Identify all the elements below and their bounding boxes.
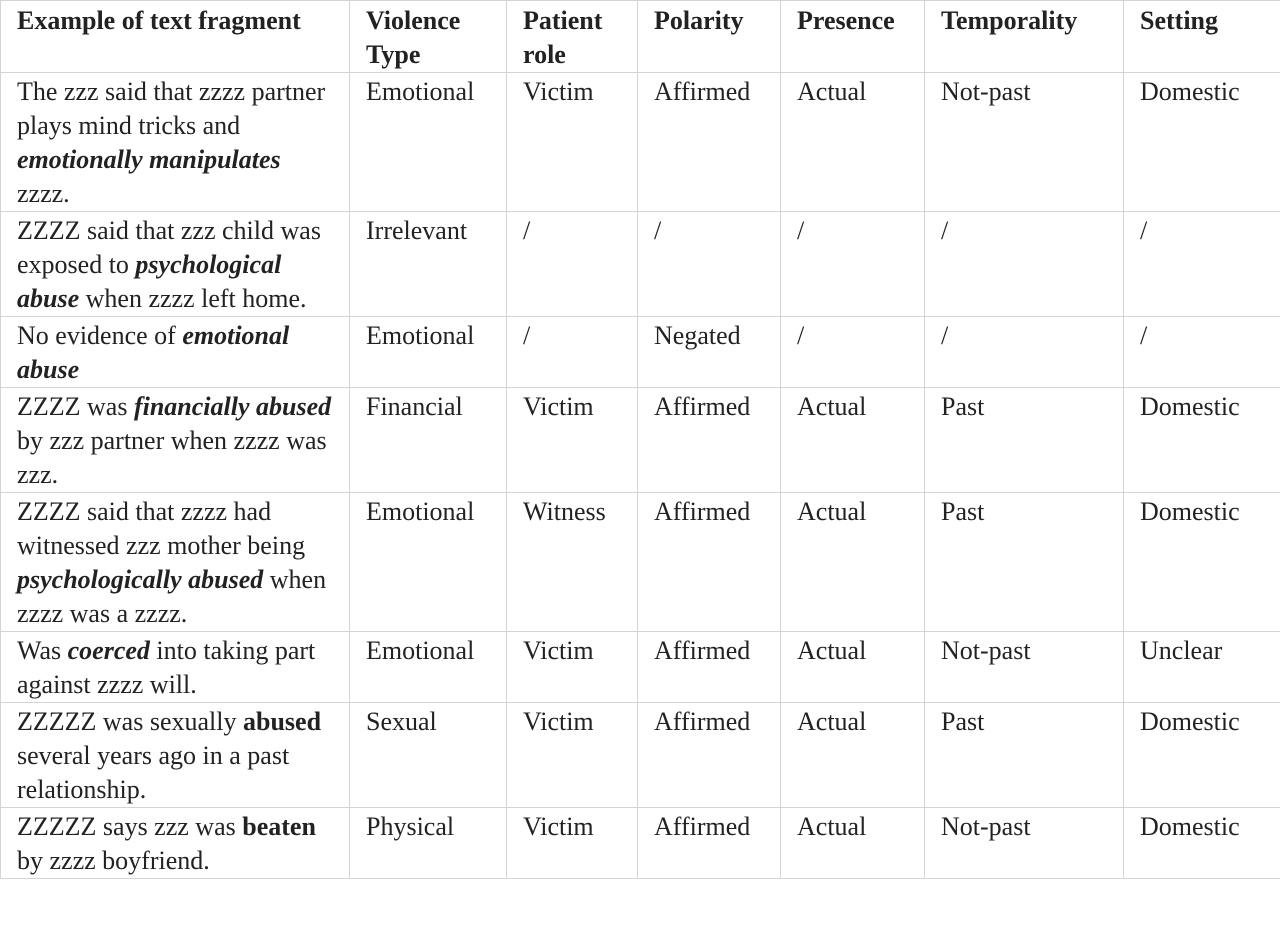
temporality-cell: / bbox=[925, 317, 1124, 388]
highlighted-term: psychological abuse bbox=[17, 250, 282, 313]
polarity-cell: Negated bbox=[638, 317, 781, 388]
text-fragment-cell bbox=[1, 388, 350, 493]
setting-cell: / bbox=[1124, 212, 1280, 317]
presence-cell: / bbox=[781, 212, 925, 317]
polarity-cell: / bbox=[638, 212, 781, 317]
header-patient-role: Patient role bbox=[507, 1, 638, 73]
violence-type-cell: Emotional bbox=[350, 493, 507, 632]
fragment-text: when zzzz was a zzzz. bbox=[17, 565, 327, 628]
table-row bbox=[1, 212, 1280, 317]
highlighted-term: coerced bbox=[67, 636, 150, 665]
highlighted-term: psychologically abused bbox=[17, 565, 264, 594]
violence-type-cell: Emotional bbox=[350, 73, 507, 212]
header-presence: Presence bbox=[781, 1, 925, 73]
presence-cell: Actual bbox=[781, 493, 925, 632]
temporality-cell: Not-past bbox=[925, 632, 1124, 703]
setting-cell: Domestic bbox=[1124, 493, 1280, 632]
violence-type-cell: Emotional bbox=[350, 317, 507, 388]
presence-cell: Actual bbox=[781, 703, 925, 808]
polarity-cell: Affirmed bbox=[638, 703, 781, 808]
fragment-text: several years ago in a past relationship. bbox=[17, 741, 290, 804]
fragment-text: Was bbox=[17, 636, 68, 665]
patient-role-cell: Victim bbox=[507, 808, 638, 879]
presence-cell: Actual bbox=[781, 388, 925, 493]
header-row bbox=[1, 1, 1280, 73]
table-row bbox=[1, 388, 1280, 493]
presence-cell: / bbox=[781, 317, 925, 388]
header-temporality: Temporality bbox=[925, 1, 1124, 73]
presence-cell: Actual bbox=[781, 632, 925, 703]
highlighted-term: emotional abuse bbox=[17, 321, 290, 384]
table-body bbox=[1, 73, 1280, 879]
violence-type-cell: Financial bbox=[350, 388, 507, 493]
fragment-text: by zzz partner when zzzz was zzz. bbox=[17, 426, 327, 489]
highlighted-term: financially abused bbox=[133, 392, 332, 421]
header-violence-type: Violence Type bbox=[350, 1, 507, 73]
fragment-text: No evidence of bbox=[17, 321, 183, 350]
polarity-cell: Affirmed bbox=[638, 388, 781, 493]
table-row bbox=[1, 703, 1280, 808]
text-fragment-cell bbox=[1, 632, 350, 703]
text-fragment-cell bbox=[1, 703, 350, 808]
violence-type-cell: Sexual bbox=[350, 703, 507, 808]
patient-role-cell: Witness bbox=[507, 493, 638, 632]
setting-cell: Domestic bbox=[1124, 388, 1280, 493]
text-fragment-cell bbox=[1, 73, 350, 212]
text-fragment-cell bbox=[1, 212, 350, 317]
temporality-cell: Not-past bbox=[925, 808, 1124, 879]
polarity-cell: Affirmed bbox=[638, 493, 781, 632]
text-fragment-cell bbox=[1, 493, 350, 632]
highlighted-term: abused bbox=[243, 707, 322, 736]
patient-role-cell: Victim bbox=[507, 703, 638, 808]
fragment-text: ZZZZZ says zzz was bbox=[17, 812, 243, 841]
header-polarity: Polarity bbox=[638, 1, 781, 73]
setting-cell: / bbox=[1124, 317, 1280, 388]
fragment-text: ZZZZ was bbox=[17, 392, 134, 421]
polarity-cell: Affirmed bbox=[638, 73, 781, 212]
violence-type-cell: Emotional bbox=[350, 632, 507, 703]
setting-cell: Domestic bbox=[1124, 808, 1280, 879]
header-setting: Setting bbox=[1124, 1, 1280, 73]
table-row bbox=[1, 808, 1280, 879]
fragment-text: into taking part against zzzz will. bbox=[17, 636, 316, 699]
temporality-cell: / bbox=[925, 212, 1124, 317]
highlighted-term: beaten bbox=[242, 812, 316, 841]
patient-role-cell: Victim bbox=[507, 73, 638, 212]
temporality-cell: Not-past bbox=[925, 73, 1124, 212]
text-fragment-cell bbox=[1, 808, 350, 879]
polarity-cell: Affirmed bbox=[638, 808, 781, 879]
table-header bbox=[1, 1, 1280, 73]
polarity-cell: Affirmed bbox=[638, 632, 781, 703]
header-text-fragment: Example of text fragment bbox=[1, 1, 350, 73]
fragment-text: when zzzz left home. bbox=[79, 284, 307, 313]
temporality-cell: Past bbox=[925, 703, 1124, 808]
fragment-text: by zzzz boyfriend. bbox=[17, 846, 210, 875]
setting-cell: Unclear bbox=[1124, 632, 1280, 703]
table-row bbox=[1, 493, 1280, 632]
fragment-text: ZZZZ said that zzzz had witnessed zzz mother being bbox=[17, 497, 306, 560]
temporality-cell: Past bbox=[925, 493, 1124, 632]
fragment-text: The zzz said that zzzz partner plays mind tricks and bbox=[17, 77, 326, 140]
setting-cell: Domestic bbox=[1124, 73, 1280, 212]
presence-cell: Actual bbox=[781, 73, 925, 212]
text-fragment-cell bbox=[1, 317, 350, 388]
setting-cell: Domestic bbox=[1124, 703, 1280, 808]
patient-role-cell: / bbox=[507, 212, 638, 317]
fragment-text: ZZZZ said that zzz child was exposed to bbox=[17, 216, 321, 279]
patient-role-cell: Victim bbox=[507, 388, 638, 493]
table-row bbox=[1, 317, 1280, 388]
patient-role-cell: Victim bbox=[507, 632, 638, 703]
presence-cell: Actual bbox=[781, 808, 925, 879]
fragment-text: ZZZZZ was sexually bbox=[17, 707, 243, 736]
patient-role-cell: / bbox=[507, 317, 638, 388]
table-row bbox=[1, 632, 1280, 703]
fragment-text: zzzz. bbox=[17, 179, 70, 208]
highlighted-term: emotionally manipulates bbox=[17, 145, 281, 174]
temporality-cell: Past bbox=[925, 388, 1124, 493]
violence-type-cell: Physical bbox=[350, 808, 507, 879]
violence-type-cell: Irrelevant bbox=[350, 212, 507, 317]
table-row bbox=[1, 73, 1280, 212]
